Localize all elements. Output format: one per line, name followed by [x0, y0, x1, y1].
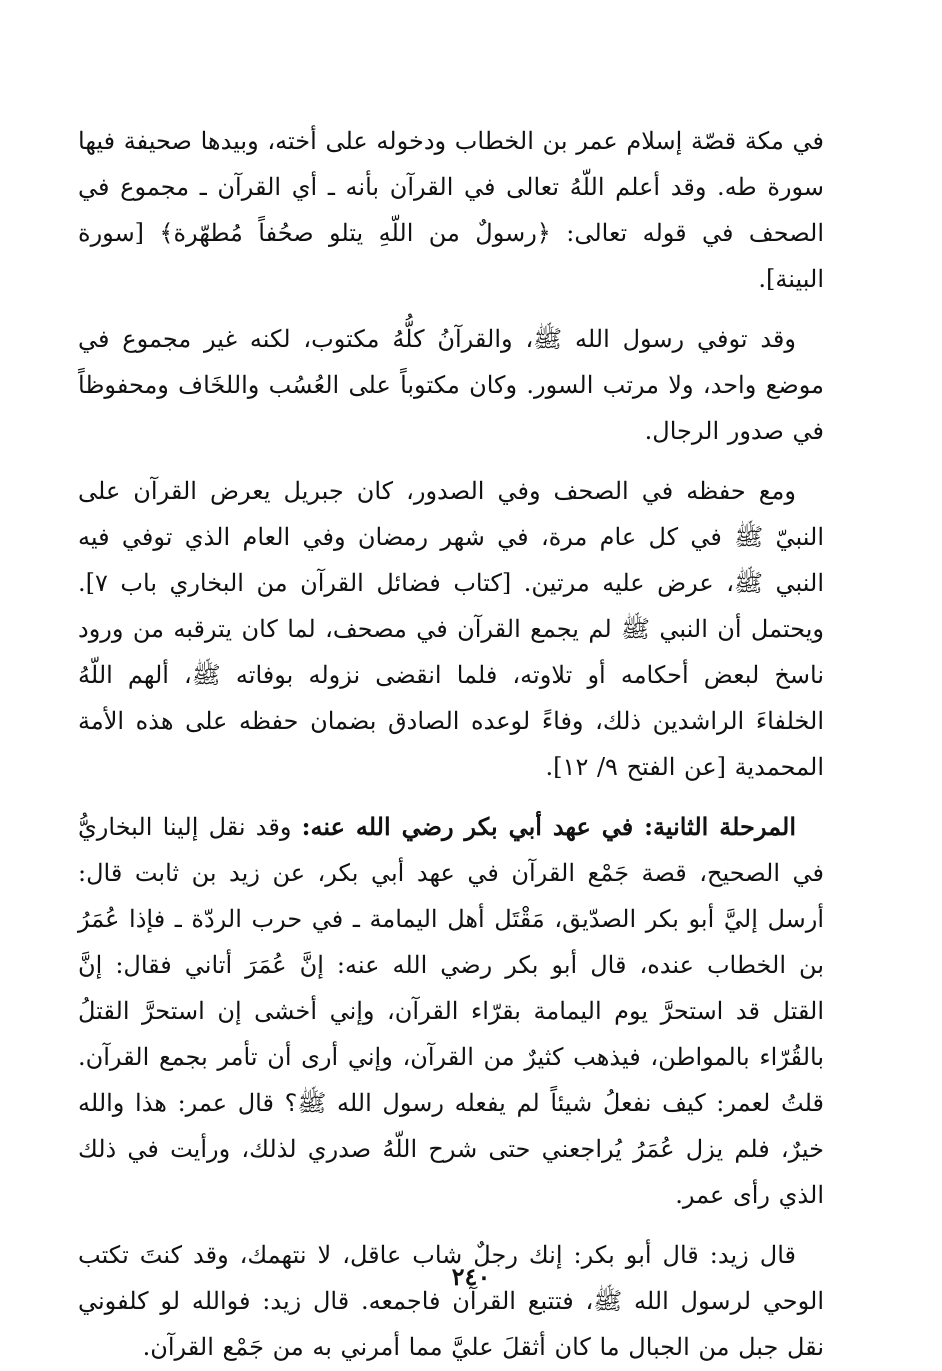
page-number: ٢٤٠	[451, 1262, 491, 1291]
section-heading: المرحلة الثانية: في عهد أبي بكر رضي الله عنه:	[301, 812, 796, 841]
paragraph-1: في مكة قصّة إسلام عمر بن الخطاب ودخوله على أخته، وبيدها صحيفة فيها سورة طه. وقد أعلم اللّهُ تعالى في القرآن بأنه ـ أي القرآن ـ مجموع في الصحف في قوله تعالى: ﴿رسولٌ من اللّهِ يتلو صحُفاً مُطهّرة﴾ [سورة البينة].	[78, 127, 824, 293]
paragraph-2: وقد توفي رسول الله ﷺ، والقرآنُ كلُّهُ مكتوب، لكنه غير مجموع في موضع واحد، ولا مرتب السور. وكان مكتوباً على العُسُب واللخَاف ومحفوظاً في صدور الرجال.	[78, 325, 824, 445]
paragraph-4-text: وقد نقل إلينا البخاريُّ في الصحيح، قصة جَمْع القرآن في عهد أبي بكر، عن زيد بن ثابت قال: أرسل إليَّ أبو بكر الصدّيق، مَقْتَل أهل اليمامة ـ في حرب الردّة ـ فإذا عُمَرُ بن الخطاب عنده، قال أبو بكر رضي الله عنه: إنَّ عُمَرَ أتاني فقال: إنَّ القتل قد استحرَّ يوم اليمامة بقرّاء القرآن، وإني أخشى إن استحرَّ القتلُ بالقُرّاء بالمواطن، فيذهب كثيرٌ من القرآن، وإني أرى أن تأمر بجمع القرآن. قلتُ لعمر: كيف نفعلُ شيئاً لم يفعله رسول الله ﷺ؟ قال عمر: هذا والله خيرٌ، فلم يزل عُمَرُ يُراجعني حتى شرح اللّهُ صدري لذلك، ورأيت في ذلك الذي رأى عمر.	[78, 813, 825, 1209]
paragraph-5: قال زيد: قال أبو بكر: إنك رجلٌ شاب عاقل، لا نتهمك، وقد كنتَ تكتب الوحي لرسول الله ﷺ، فتتبع القرآن فاجمعه. قال زيد: فوالله لو كلفوني نقل جبل من الجبال ما كان أثقلَ عليَّ مما أمرني به من جَمْع القرآن.	[78, 1241, 824, 1361]
paragraph-3: ومع حفظه في الصحف وفي الصدور، كان جبريل يعرض القرآن على النبيّ ﷺ في كل عام مرة، في شهر رمضان وفي العام الذي توفي فيه النبي ﷺ، عرض عليه مرتين. [كتاب فضائل القرآن من البخاري باب ٧]. ويحتمل أن النبي ﷺ لم يجمع القرآن في مصحف، لما كان يترقبه من ورود ناسخ لبعض أحكامه أو تلاوته، فلما انقضى نزوله بوفاته ﷺ، ألهم اللّهُ الخلفاءَ الراشدين ذلك، وفاءً لوعده الصادق بضمان حفظه على هذه الأمة المحمدية [عن الفتح ٩/ ١٢].	[78, 477, 824, 781]
paragraph-4	[78, 804, 824, 1218]
